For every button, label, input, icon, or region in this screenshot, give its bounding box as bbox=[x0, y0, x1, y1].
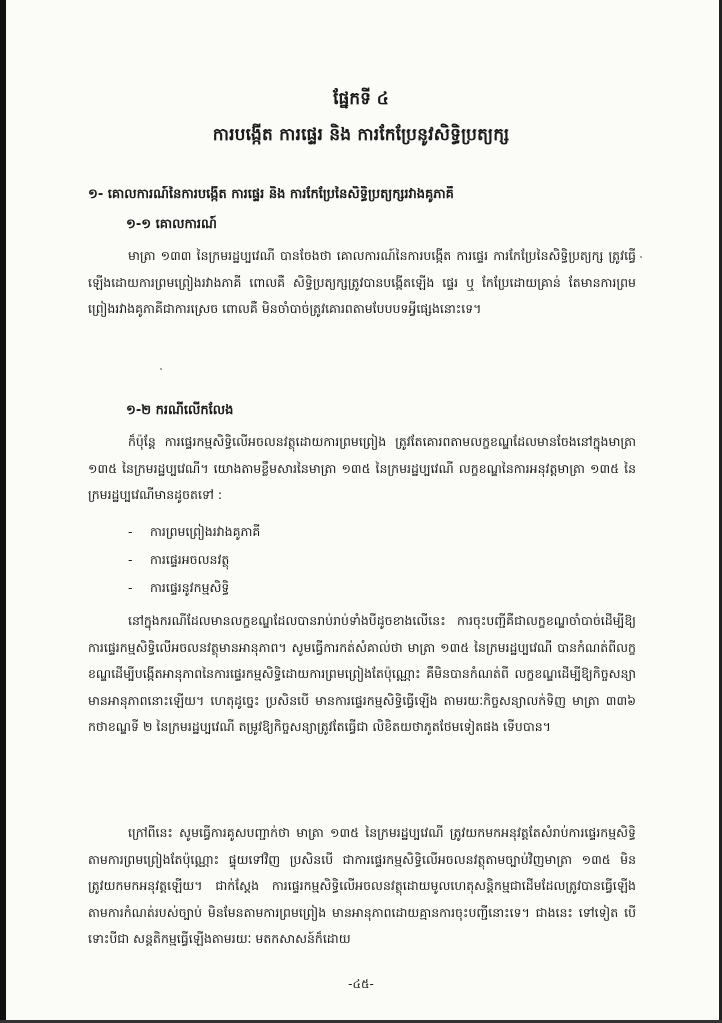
list-item-text: ការផ្ទេរនូវកម្មសិទ្ធិ bbox=[150, 580, 230, 595]
conditions-list bbox=[128, 518, 608, 602]
dash-marker: - bbox=[128, 524, 133, 539]
paragraph-registration: នៅក្នុងករណីដែលមានលក្ខខណ្ឌដែលបានរាប់រាប់ទាំងបីដូចខាងលើនេះ ការចុះបញ្ជីគឺជាលក្ខខណ្ឌចាំបាច់ដើម្បីឱ្យការផ្ទេរកម្មសិទ្ធិលើអចលនវត្ថុមានអានុភាព។ សូមធ្វើការកត់សំគាល់ថា មាត្រា ១៣៥ នៃក្រមរដ្ឋប្បវេណី បានកំណត់ពីលក្ខខណ្ឌដើម្បីបង្កើតអានុភាពនៃការផ្ទេរកម្មសិទ្ធិដោយការព្រមព្រៀងតែប៉ុណ្ណោះ គឺមិនបានកំណត់ពី លក្ខខណ្ឌដើម្បីឱ្យកិច្ចសន្យាមានអានុភាពនោះឡើយ។ ហេតុដូច្នេះ ប្រសិនបើ មានការផ្ទេរកម្មសិទ្ធិធ្វើឡើង តាមរយៈកិច្ចសន្យាលក់ទិញ មាត្រា ៣៣៦ កថាខណ្ឌទី ២ នៃក្រមរដ្ឋប្បវេណី តម្រូវឱ្យកិច្ចសន្យាត្រូវតែធ្វើជា លិខិតយថាភូតថែមទៀតផង ទើបបាន។ bbox=[88, 613, 636, 734]
section-heading-1: ១- គោលការណ៍នៃការបង្កើត ការផ្ទេរ និង ការកែប្រែនៃសិទ្ធិប្រត្យក្សរវាងគូភាគី bbox=[88, 187, 454, 202]
list-item bbox=[128, 518, 608, 546]
list-item bbox=[128, 546, 608, 574]
scan-speck bbox=[160, 368, 162, 370]
subsection-heading-1-1: ១-១ គោលការណ៍ bbox=[126, 217, 217, 232]
paragraph-scope: ក្រៅពីនេះ សូមធ្វើការគូសបញ្ជាក់ថា មាត្រា ១៣៥ នៃក្រមរដ្ឋប្បវេណី ត្រូវយកមកអនុវត្តតែសំរាប់ការផ្ទេរកម្មសិទ្ធិតាមការព្រមព្រៀងតែប៉ុណ្ណោះ ផ្ទុយទៅវិញ ប្រសិនបើ ជាការផ្ទេរកម្មសិទ្ធិលើអចលនវត្ថុតាមច្បាប់វិញមាត្រា ១៣៥ មិនត្រូវយកមកអនុវត្តឡើយ។ ជាក់ស្តែង ការផ្ទេរកម្មសិទ្ធិលើអចលនវត្ថុដោយមូលហេតុសន្តិកម្មជាដើមដែលត្រូវបានធ្វើឡើងតាមការកំណត់របស់ច្បាប់ មិនមែនតាមការព្រមព្រៀង មានអានុភាពដោយគ្មានការចុះបញ្ជីនោះទេ។ ជាងនេះ ទៅទៀត បើទោះបីជា សន្តតិកម្មធ្វើឡើងតាមរយៈ មតកសាសន៍ក៏ដោយ bbox=[88, 825, 636, 946]
chapter-number: ផ្នែកទី ៤ bbox=[333, 89, 389, 109]
paragraph-principle: មាត្រា ១៣៣ នៃក្រមរដ្ឋប្បវេណី បានចែងថា គោលការណ៍នៃការបង្កើត ការផ្ទេរ ការកែប្រែនៃសិទ្ធិប្រត្យក្ស ត្រូវធ្វើឡើងដោយការព្រមព្រៀងរវាងភាគី ពោលគឺ សិទ្ធិប្រត្យក្សត្រូវបានបង្កើតឡើង ផ្ទេរ ឬ កែប្រែដោយគ្រាន់ តែមានការព្រមព្រៀងរវាងគូភាគីជាការស្រេច ពោលគឺ មិនចាំបាច់ត្រូវគោរពតាមបែបបទអ្វីផ្សេងនោះទេ។ bbox=[88, 248, 636, 316]
dash-marker: - bbox=[128, 552, 133, 567]
chapter-title: ការបង្កើត ការផ្ទេរ និង ការកែប្រែនូវសិទ្ធិប្រត្យក្ស bbox=[212, 125, 510, 145]
paragraph-exception-intro: ក៏ប៉ុន្តែ ការផ្ទេរកម្មសិទ្ធិលើអចលនវត្ថុដោយការព្រមព្រៀង ត្រូវតែគោរពតាមលក្ខខណ្ឌដែលមានចែងនៅក្នុងមាត្រា ១៣៥ នៃក្រមរដ្ឋប្បវេណី។ យោងតាមខ្លឹមសារនៃមាត្រា ១៣៥ នៃក្រមរដ្ឋប្បវេណី លក្ខខណ្ឌនៃការអនុវត្តមាត្រា ១៣៥ នៃក្រមរដ្ឋប្បវេណីមានដូចតទៅ : bbox=[88, 434, 636, 502]
dash-marker: - bbox=[128, 580, 133, 595]
subsection-heading-1-2: ១-២ ករណីលើកលែង bbox=[126, 403, 234, 418]
list-item-text: ការផ្ទេរអចលនវត្ថុ bbox=[150, 552, 230, 567]
list-item-text: ការព្រមព្រៀងរវាងគូភាគី bbox=[150, 524, 261, 539]
page-number: -៤៥- bbox=[348, 977, 374, 991]
scan-speck bbox=[640, 256, 642, 258]
list-item bbox=[128, 574, 608, 602]
